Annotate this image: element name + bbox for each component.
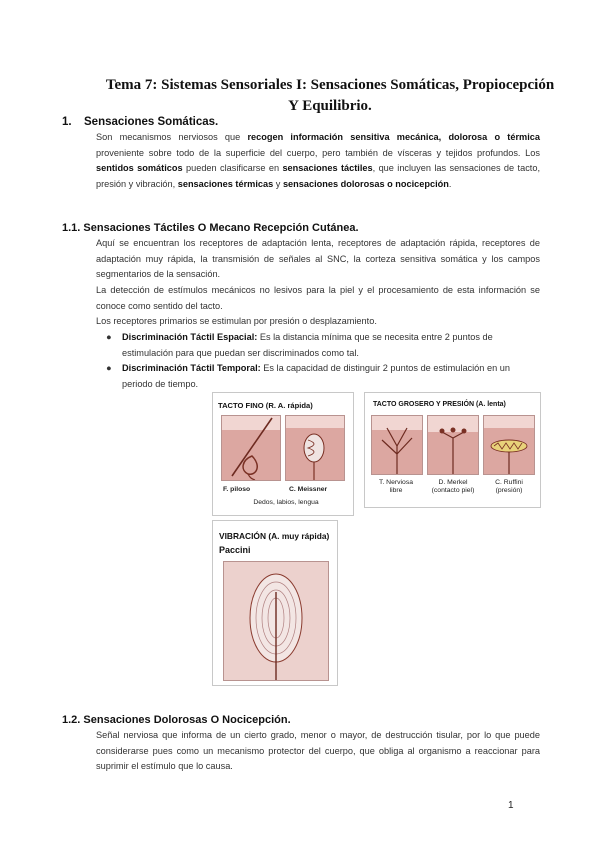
figure-caption: C. Meissner bbox=[289, 486, 328, 493]
merkel-disc-illustration bbox=[427, 415, 479, 475]
bold-run: sensaciones dolorosas o nocicepción bbox=[282, 178, 449, 189]
figure-tacto-fino bbox=[212, 392, 354, 516]
figure-caption bbox=[482, 479, 536, 495]
text-run: Son mecanismos nerviosos que bbox=[96, 132, 248, 142]
figure-vibracion bbox=[212, 520, 338, 686]
figure-footer: Dedos, labios, lengua bbox=[253, 499, 319, 506]
figure-caption bbox=[369, 479, 423, 495]
list-item bbox=[96, 361, 540, 392]
free-nerve-ending-illustration bbox=[371, 415, 423, 475]
section-1-1-paragraph-1: Aquí se encuentran los receptores de adaptación lenta, receptores de adaptación rápida, receptores de adaptación muy rápida, la transmisión de señales al SNC, la corteza sensitiva somática y los campos segmentarios de la sensación. bbox=[96, 238, 540, 280]
text-run: proveniente sobre todo de la superficie del cuerpo, pero también de vísceras y tejidos profundos. Los bbox=[96, 147, 540, 158]
caption-line: (contacto piel) bbox=[431, 487, 475, 494]
section-1-number: 1. bbox=[62, 116, 72, 128]
bold-run: sensaciones térmicas bbox=[177, 178, 274, 189]
text-run: . bbox=[448, 178, 452, 189]
bold-run: recogen información sensitiva mecánica, dolorosa o térmica bbox=[247, 132, 540, 142]
pacinian-corpuscle-illustration bbox=[223, 561, 329, 681]
figure-title: TACTO FINO (R. A. rápida) bbox=[218, 401, 313, 410]
bold-run: sentidos somáticos bbox=[96, 163, 183, 174]
text-run: , que incluyen las sensaciones de tacto, presión y vibración, bbox=[96, 163, 541, 189]
figure-caption bbox=[425, 479, 481, 495]
list-item bbox=[96, 330, 540, 361]
section-1-heading bbox=[62, 116, 218, 128]
section-1-paragraph bbox=[96, 130, 540, 192]
section-1-1-heading: 1.1. Sensaciones Táctiles O Mecano Recepción Cutánea. bbox=[62, 222, 359, 234]
caption-line: D. Merkel bbox=[438, 479, 468, 486]
bullet-list bbox=[96, 330, 540, 392]
section-1-2-paragraph: Señal nerviosa que informa de un cierto grado, menor o mayor, de destrucción tisular, por lo que puede considerarse pues como un mecanismo protector del cuerpo, que obliga al organismo a reaccionar para suprimir el estímulo que lo causa. bbox=[96, 730, 540, 772]
section-1-1-paragraph-2: La detección de estímulos mecánicos no lesivos para la piel y el procesamiento de esta información se conoce como sentido del tacto. bbox=[96, 285, 540, 311]
ruffini-corpuscle-illustration bbox=[483, 415, 535, 475]
text-run: pueden clasificarse en bbox=[182, 163, 283, 174]
caption-line: T. Nerviosa bbox=[379, 479, 413, 486]
section-1-2-heading: 1.2. Sensaciones Dolorosas O Nocicepción. bbox=[62, 714, 291, 726]
figure-title: TACTO GROSERO Y PRESIÓN (A. lenta) bbox=[373, 401, 506, 408]
text-run: y bbox=[273, 178, 283, 189]
caption-line: C. Ruffini bbox=[495, 479, 523, 486]
figure-title: VIBRACIÓN (A. muy rápida) bbox=[219, 531, 330, 541]
bullet-term: Discriminación Táctil Temporal: bbox=[122, 363, 261, 374]
bold-run: sensaciones táctiles bbox=[282, 163, 373, 174]
bullet-term: Discriminación Táctil Espacial: bbox=[122, 332, 258, 342]
figure-subtitle: Paccini bbox=[219, 545, 251, 555]
caption-line: libre bbox=[389, 487, 403, 494]
bullet-text: Es la capacidad de distinguir 2 puntos de estimulación en un periodo de tiempo. bbox=[122, 363, 510, 389]
section-1-title: Sensaciones Somáticas. bbox=[84, 116, 219, 128]
bullet-text: Es la distancia mínima que se necesita entre 2 puntos de estimulación para que puedan ser discriminados como tal. bbox=[122, 332, 493, 358]
title-line-1: Tema 7: Sistemas Sensoriales I: Sensaciones Somáticas, Propiocepción bbox=[105, 77, 555, 93]
page-number: 1 bbox=[508, 800, 514, 811]
section-1-1-paragraph-3: Los receptores primarios se estimulan por presión o desplazamiento. bbox=[96, 316, 377, 326]
caption-line: (presión) bbox=[495, 487, 523, 494]
bullet-dot-icon: ● bbox=[106, 332, 112, 342]
bullet-dot-icon: ● bbox=[106, 363, 112, 374]
meissner-corpuscle-illustration bbox=[285, 415, 345, 481]
hair-follicle-illustration bbox=[221, 415, 281, 481]
figure-caption: F. piloso bbox=[223, 486, 251, 493]
page-title bbox=[80, 75, 580, 117]
figure-tacto-grosero bbox=[364, 392, 541, 508]
title-line-2: Y Equilibrio. bbox=[288, 98, 372, 114]
